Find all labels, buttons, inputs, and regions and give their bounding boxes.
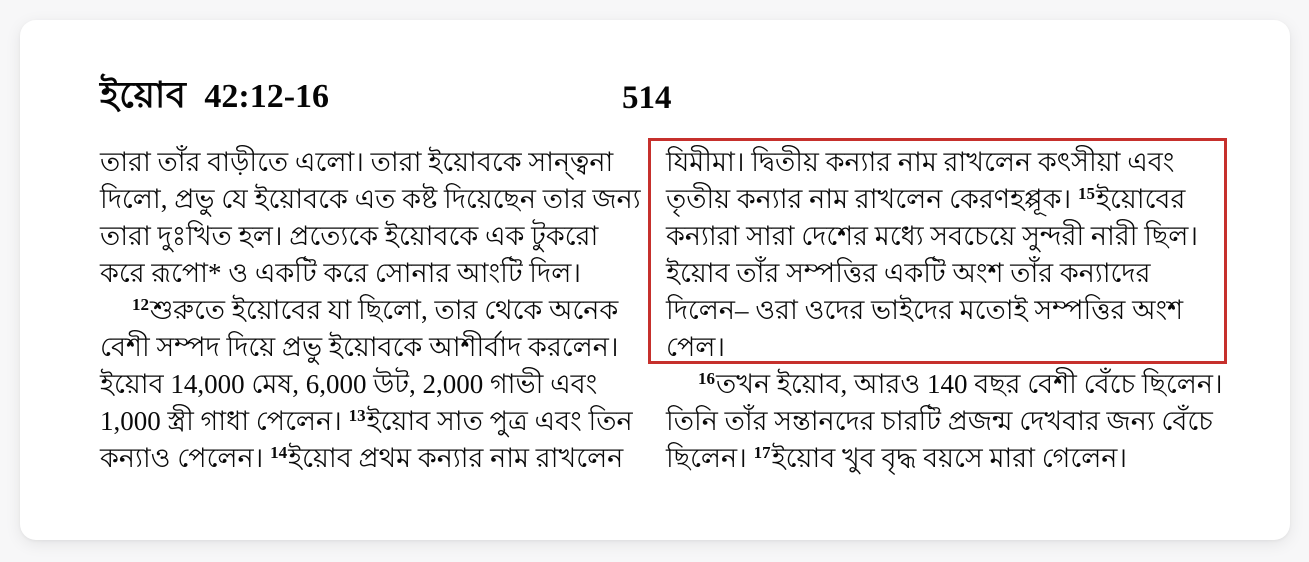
scripture-page [20, 20, 1290, 540]
verse-number: 17 [753, 443, 771, 462]
text-line [100, 144, 652, 181]
text-segment: দিলো, প্রভু যে ইয়োবকে এত কষ্ট দিয়েছেন তার জন্য [100, 184, 641, 214]
text-segment: তিনি তাঁর সন্তানদের চারটি প্রজন্ম দেখবার জন্য বেঁচে [666, 406, 1213, 436]
text-segment: বেশী সম্পদ দিয়ে প্রভু ইয়োবকে আশীর্বাদ করলেন। [100, 332, 619, 362]
text-segment: ছিলেন। [666, 443, 754, 473]
text-segment: করে রূপো* ও একটি করে সোনার আংটি দিল। [100, 258, 581, 288]
text-line [666, 292, 1218, 329]
text-line [666, 255, 1218, 292]
text-segment: তারা তাঁর বাড়ীতে এলো। তারা ইয়োবকে সান্ত্বনা [100, 147, 614, 177]
text-segment: ইয়োব প্রথম কন্যার নাম রাখলেন [288, 443, 624, 473]
text-line [666, 218, 1218, 255]
verse-number: 16 [698, 369, 715, 388]
text-segment: তখন ইয়োব, আরও 140 বছর বেশী বেঁচে ছিলেন। [716, 369, 1223, 399]
text-segment: শুরুতে ইয়োবের যা ছিলো, তার থেকে অনেক [150, 295, 619, 325]
verse-number: 12 [132, 295, 149, 314]
text-segment: 1,000 স্ত্রী গাধা পেলেন। [100, 406, 349, 436]
book-title: ইয়োব [100, 75, 187, 115]
text-segment: ইয়োবের [1095, 184, 1186, 214]
text-segment: পেল। [666, 332, 726, 362]
text-segment: তারা দুঃখিত হল। প্রত্যেকে ইয়োবকে এক টুকরো [100, 221, 599, 251]
right-text-column [666, 144, 1223, 477]
text-segment: দিলেন– ওরা ওদের ভাইদের মতোই সম্পত্তির অংশ [666, 295, 1184, 325]
text-line [100, 329, 652, 366]
text-segment: কন্যাও পেলেন। [100, 443, 271, 473]
text-segment: যিমীমা। দ্বিতীয় কন্যার নাম রাখলেন কৎসীয়া এবং [666, 147, 1175, 177]
text-line [100, 440, 652, 477]
text-segment: কন্যারা সারা দেশের মধ্যে সবচেয়ে সুন্দরী নারী ছিল। [666, 221, 1199, 251]
left-text-column [100, 144, 652, 477]
text-line [100, 292, 652, 329]
text-line [100, 255, 652, 292]
verse-number: 15 [1077, 184, 1095, 203]
text-segment: ইয়োব 14,000 মেষ, 6,000 উট, 2,000 গাভী এবং [100, 369, 598, 399]
text-line [666, 181, 1218, 218]
verse-number: 13 [348, 406, 366, 425]
verse-reference: 42:12-16 [204, 78, 330, 115]
text-segment: তৃতীয় কন্যার নাম রাখলেন কেরণহপ্পূক। [666, 184, 1078, 214]
text-segment: ইয়োব খুব বৃদ্ধ বয়সে মারা গেলেন। [771, 443, 1128, 473]
text-line [100, 181, 652, 218]
text-line [666, 329, 1218, 366]
text-segment: ইয়োব তাঁর সম্পত্তির একটি অংশ তাঁর কন্যাদের [666, 258, 1151, 288]
text-line [666, 366, 1223, 403]
page-header [100, 68, 329, 128]
verse-number: 14 [270, 443, 288, 462]
text-line [666, 440, 1218, 477]
text-segment: ইয়োব সাত পুত্র এবং তিন [366, 406, 633, 436]
page-number: 514 [622, 80, 672, 116]
text-line [666, 403, 1218, 440]
text-line [100, 366, 652, 403]
text-line [100, 218, 652, 255]
text-line [100, 403, 652, 440]
text-line [666, 144, 1218, 181]
